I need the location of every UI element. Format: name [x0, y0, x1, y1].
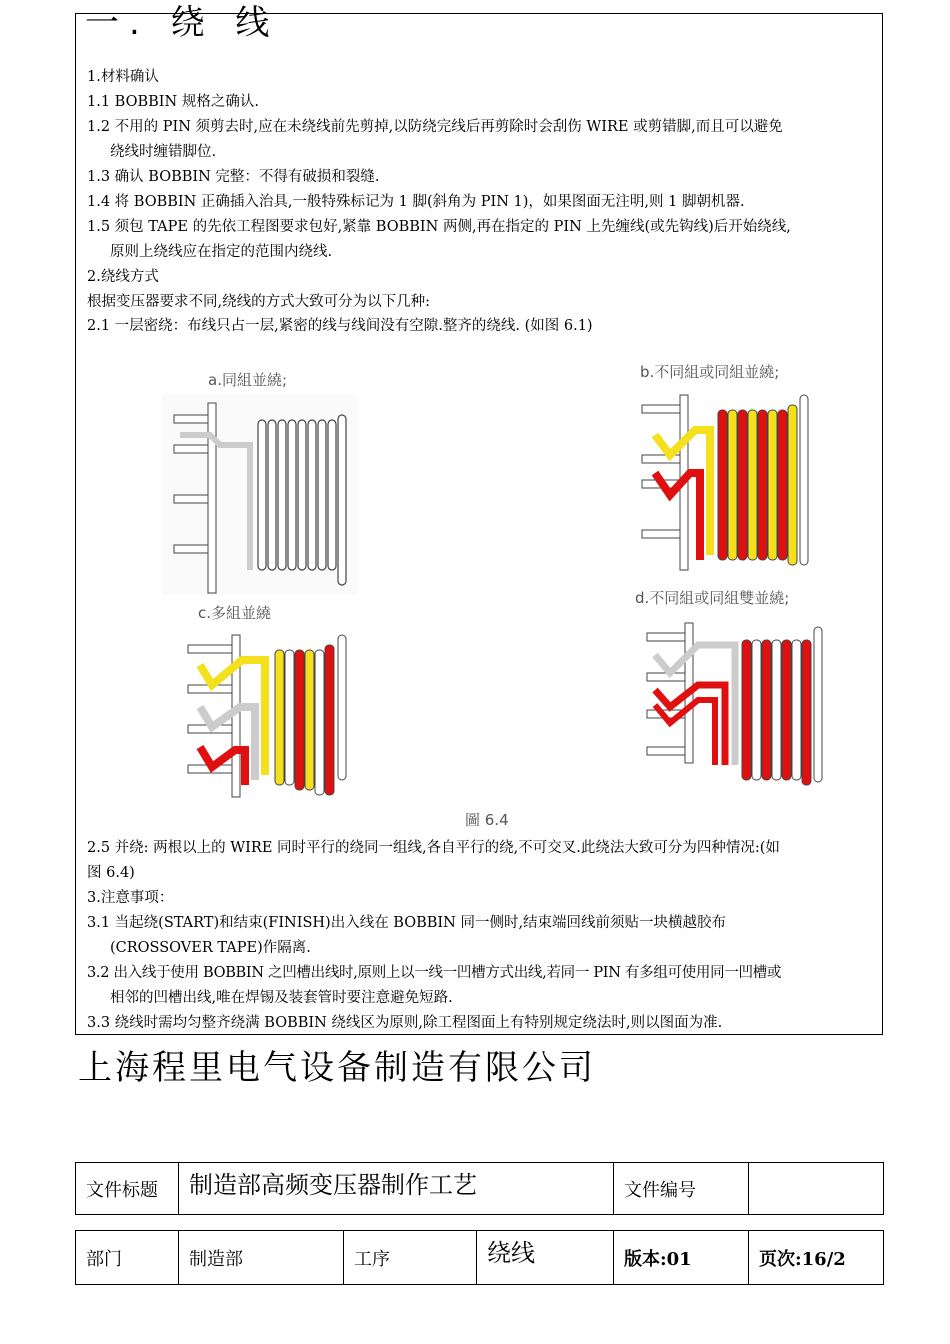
figure-caption: 圖 6.4 — [465, 811, 509, 829]
text-line: 1.3 确认 BOBBIN 完整：不得有破损和裂缝. — [87, 169, 380, 185]
text-line: 原则上绕线应在指定的范围内绕线. — [110, 244, 333, 260]
text-line: 3.3 绕线时需均匀整齐绕满 BOBBIN 绕线区为原则,除工程图面上有特别规定绕法时,则以图面为准. — [87, 1015, 723, 1031]
text-line: 1.5 须包 TAPE 的先依工程图要求包好,紧靠 BOBBIN 两侧,再在指定的 PIN 上先缠线(或先钩线)后开始绕线, — [87, 219, 791, 235]
text-line: 1.2 不用的 PIN 须剪去时,应在未绕线前先剪掉,以防绕完线后再剪除时会刮伤 WIRE 或剪错脚,而且可以避免 — [87, 119, 783, 135]
text-line: 3.注意事项： — [87, 890, 174, 906]
text-line: 根据变压器要求不同,绕线的方式大致可分为以下几种: — [87, 294, 430, 310]
winding-figure — [150, 355, 840, 835]
dept-label: 部门 — [76, 1231, 179, 1285]
text-line: (CROSSOVER TAPE)作隔离. — [110, 940, 311, 956]
figure-c-label: c.多組並繞 — [198, 604, 272, 622]
process-label: 工序 — [344, 1231, 477, 1285]
page-number: 页次:16/2 — [749, 1231, 884, 1285]
text-line: 2.绕线方式 — [87, 269, 159, 285]
figure-a-label: a.同組並繞; — [208, 371, 288, 389]
figure-d-label: d.不同組或同組雙並繞; — [635, 589, 790, 607]
doc-meta-table — [75, 1230, 884, 1285]
figure-a — [162, 371, 357, 595]
doc-title: 制造部高频变压器制作工艺 — [179, 1163, 614, 1215]
text-line: 2.1 一层密绕：布线只占一层,紧密的线与线间没有空隙.整齐的绕线. (如图 6.1) — [87, 318, 593, 334]
doc-title-label: 文件标题 — [76, 1163, 179, 1215]
figure-c — [188, 604, 346, 797]
text-line: 相邻的凹槽出线,唯在焊锡及装套管时要注意避免短路. — [110, 990, 453, 1006]
doc-no — [749, 1163, 884, 1215]
figure-b — [640, 363, 808, 570]
figure-b-label: b.不同組或同組並繞; — [640, 363, 780, 381]
text-line: 3.2 出入线于使用 BOBBIN 之凹槽出线时,原则上以一线一凹槽方式出线,若同一 PIN 有多组可使用同一凹槽或 — [87, 965, 782, 981]
process-value: 绕线 — [477, 1231, 614, 1285]
figure-d — [635, 589, 822, 785]
company-name: 上海程里电气设备制造有限公司 — [78, 1048, 596, 1088]
doc-title-table — [75, 1162, 884, 1215]
text-line: 2.5 并绕: 两根以上的 WIRE 同时平行的绕同一组线,各自平行的绕,不可交叉.此绕法大致可分为四种情况:(如 — [87, 840, 780, 856]
text-line: 1.4 将 BOBBIN 正确插入治具,一般特殊标记为 1 脚(斜角为 PIN 1)，如果图面无注明,则 1 脚朝机器. — [87, 194, 745, 210]
text-line: 1.1 BOBBIN 规格之确认. — [87, 94, 259, 110]
dept-value: 制造部 — [179, 1231, 344, 1285]
text-line: 绕线时缠错脚位. — [110, 144, 217, 160]
version: 版本:01 — [614, 1231, 749, 1285]
text-line: 图 6.4) — [87, 865, 135, 881]
text-line: 3.1 当起绕(START)和结束(FINISH)出入线在 BOBBIN 同一侧时,结束端回线前须贴一块横越胶布 — [87, 915, 727, 931]
text-line: 1.材料确认 — [87, 69, 159, 85]
section-title: 一. 绕 线 — [85, 3, 280, 43]
doc-no-label: 文件编号 — [614, 1163, 749, 1215]
